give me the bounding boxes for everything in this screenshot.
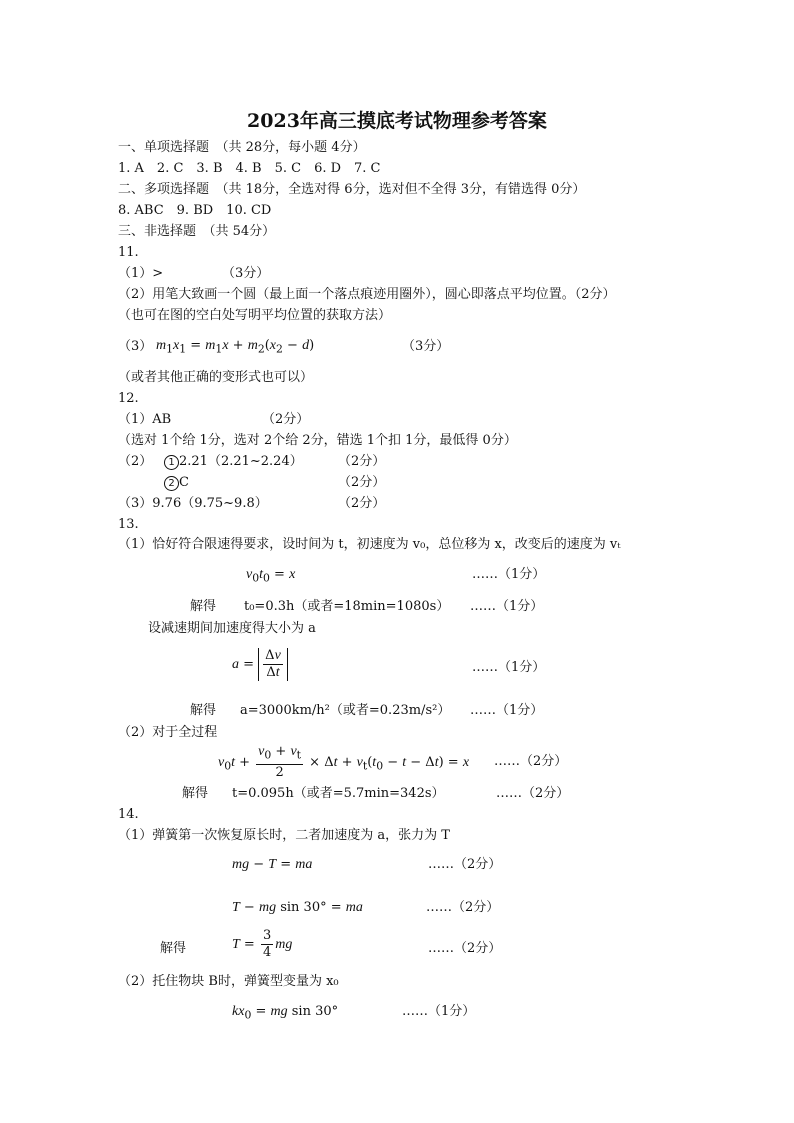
q14-part1: （1）弹簧第一次恢复原长时，二者加速度为 a，张力为 T bbox=[118, 828, 450, 843]
q14-eq1: mg − T = ma bbox=[232, 857, 313, 872]
q12-part2b-score: （2分） bbox=[338, 475, 386, 490]
section-1-answers: 1. A 2. C 3. B 4. B 5. C 6. D 7. C bbox=[118, 161, 381, 176]
section-2-heading: 二、多项选择题 （共 18分，全选对得 6分，选对但不全得 3分，有错选得 0分） bbox=[118, 182, 586, 197]
q12-number: 12. bbox=[118, 391, 139, 406]
circled-number-1: 1 bbox=[164, 455, 179, 470]
q13-eq1-score: ……（1分） bbox=[472, 567, 546, 582]
q14-part2: （2）托住物块 B时，弹簧型变量为 x₀ bbox=[118, 974, 339, 989]
q13-result3: t=0.095h（或者=5.7min=342s） bbox=[232, 786, 445, 801]
q14-number: 14. bbox=[118, 807, 139, 822]
q13-solve3-label: 解得 bbox=[182, 786, 209, 801]
q14-eq4-score: ……（1分） bbox=[402, 1004, 476, 1019]
q12-part1-note: （选对 1个给 1分，选对 2个给 2分，错选 1个扣 1分，最低得 0分） bbox=[118, 433, 517, 448]
q11-part3-equation: $m_1x_1 = m_1x + m_2(x_2 - d)$ bbox=[156, 338, 315, 356]
q13-result2-score: ……（1分） bbox=[470, 703, 544, 718]
q11-part3-score: （3分） bbox=[402, 339, 450, 354]
q13-eq2-score: ……（1分） bbox=[472, 660, 546, 675]
q11-part2: （2）用笔大致画一个圆（最上面一个落点痕迹用圈外），圆心即落点平均位置。（2分） bbox=[118, 287, 616, 302]
section-3-heading: 三、非选择题 （共 54分） bbox=[118, 224, 276, 239]
q14-eq2-score: ……（2分） bbox=[426, 900, 500, 915]
q12-part3: （3）9.76（9.75~9.8） bbox=[118, 496, 268, 511]
q11-part3-note: （或者其他正确的变形式也可以） bbox=[118, 370, 314, 385]
section-2-answers: 8. ABC 9. BD 10. CD bbox=[118, 203, 272, 218]
section-1-heading: 一、单项选择题 （共 28分，每小题 4分） bbox=[118, 140, 366, 155]
q14-eq1-score: ……（2分） bbox=[428, 857, 502, 872]
q11-number: 11. bbox=[118, 245, 139, 260]
q13-result3-score: ……（2分） bbox=[496, 786, 570, 801]
page-title: 2023年高三摸底考试物理参考答案 bbox=[247, 110, 547, 132]
q13-accel-intro: 设减速期间加速度得大小为 a bbox=[148, 621, 316, 636]
q13-part2: （2）对于全过程 bbox=[118, 725, 218, 740]
q13-result2: a=3000km/h²（或者=0.23m/s²） bbox=[240, 703, 451, 718]
q13-number: 13. bbox=[118, 517, 139, 532]
q13-solve2-label: 解得 bbox=[190, 703, 217, 718]
q14-eq2: T − mg sin 30° = ma bbox=[232, 900, 363, 915]
q11-part3-label: （3） bbox=[118, 339, 153, 354]
q12-part2a: 1 2.21（2.21~2.24） bbox=[164, 453, 303, 471]
q13-result1-score: ……（1分） bbox=[470, 599, 544, 614]
circled-number-2: 2 bbox=[164, 476, 179, 491]
q12-part2b: 2 C bbox=[164, 474, 189, 492]
q14-eq3-score: ……（2分） bbox=[428, 941, 502, 956]
q13-solve1-label: 解得 bbox=[190, 599, 217, 614]
q12-part1: （1）AB bbox=[118, 412, 172, 427]
q14-eq3: T = $\frac{3}{4}$ mg bbox=[232, 928, 293, 960]
q12-part1-score: （2分） bbox=[262, 412, 310, 427]
q14-eq4: $kx_0$ = mg sin 30° bbox=[232, 1004, 339, 1022]
q12-part2-label: （2） bbox=[118, 454, 153, 469]
q13-eq1: $v_0t_0 = x$ bbox=[246, 567, 296, 585]
q13-result1: t₀=0.3h（或者=18min=1080s） bbox=[244, 599, 450, 614]
q12-part2a-score: （2分） bbox=[338, 454, 386, 469]
q12-part3-score: （2分） bbox=[338, 496, 386, 511]
q11-part1: （1）> bbox=[118, 266, 164, 281]
q11-part1-score: （3分） bbox=[222, 266, 270, 281]
q14-solve-label: 解得 bbox=[160, 941, 187, 956]
q13-eq3-score: ……（2分） bbox=[494, 754, 568, 769]
q13-eq3: $v_0t$ + $\frac{v_0 + v_t}{2}$ × $\Delta t + v_t(t_0 - t - \Delta t) = x$ bbox=[218, 744, 470, 780]
q13-part1: （1）恰好符合限速得要求，设时间为 t，初速度为 v₀，总位移为 x，改变后的速度为 vₜ bbox=[118, 537, 621, 552]
q13-eq2: a = $\frac{\Delta v}{\Delta t}$ bbox=[232, 648, 288, 681]
q11-part2-note: （也可在图的空白处写明平均位置的获取方法） bbox=[118, 308, 392, 323]
